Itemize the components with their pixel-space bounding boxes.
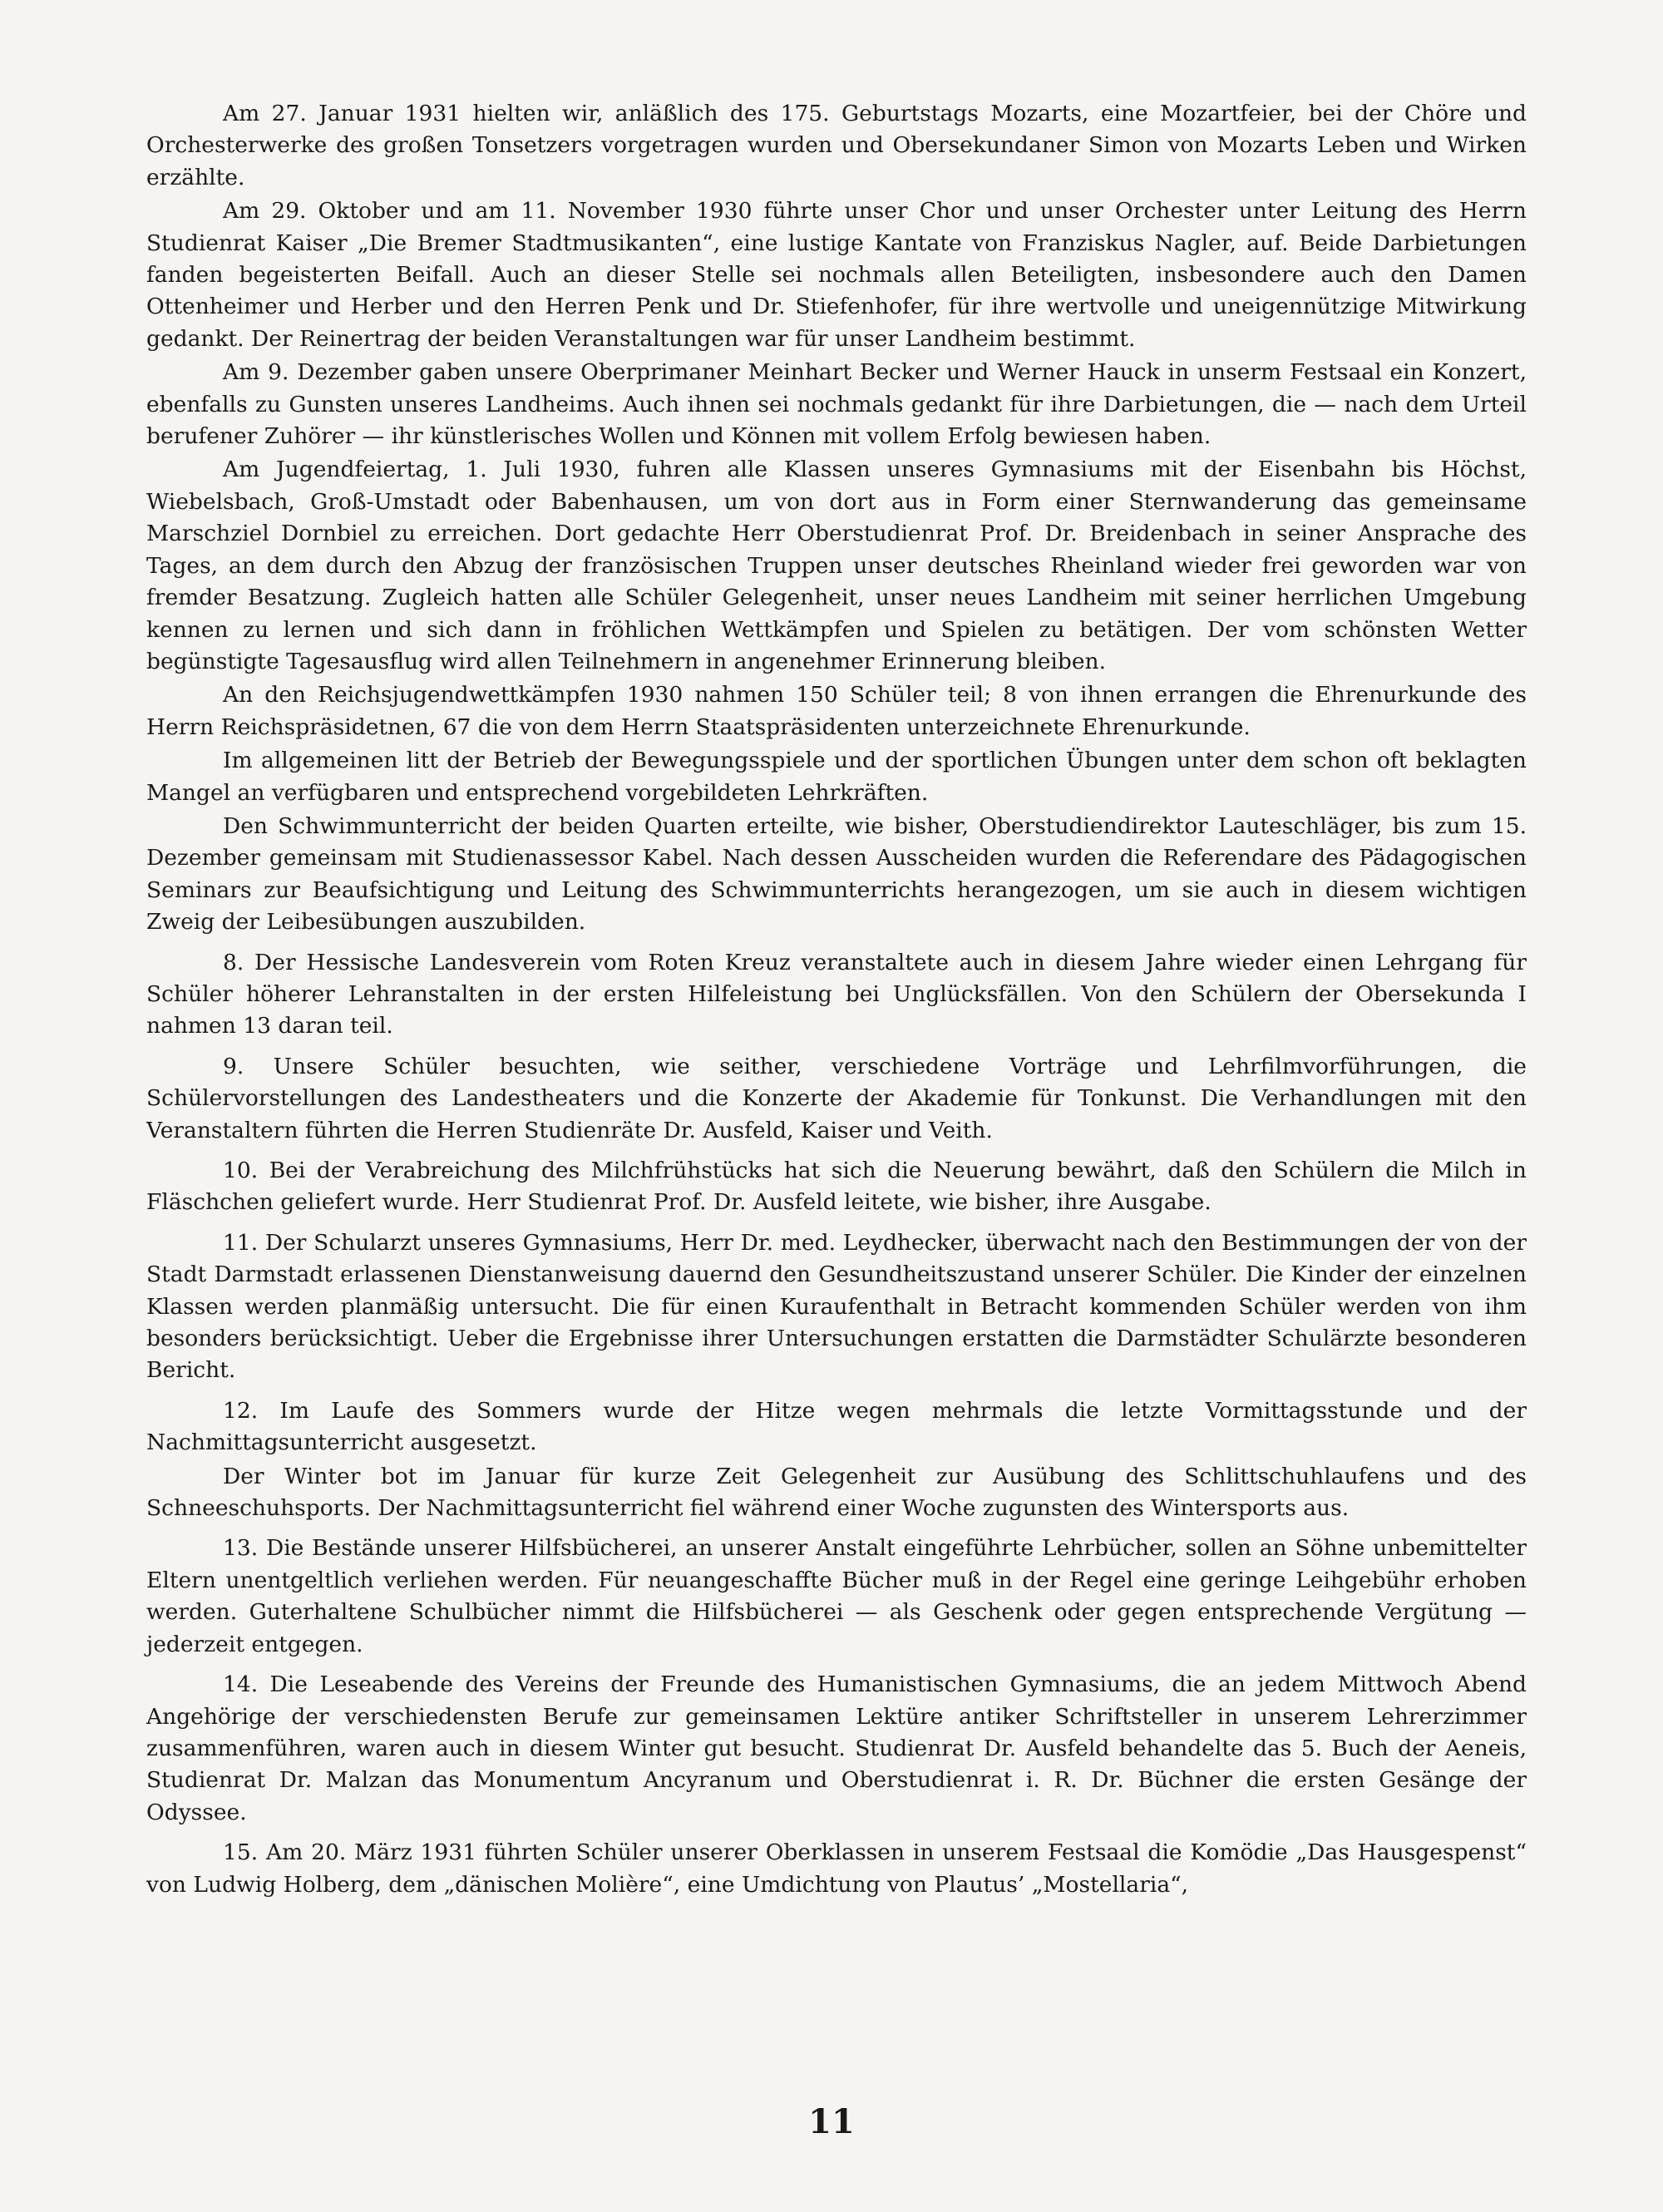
paragraph-13-hilfsbuecherei: 13. Die Bestände unserer Hilfsbücherei, an unserer Anstalt eingeführte Lehrbücher, sollen an Söhne unbemittelter Eltern unentgeltlich verliehen werden. Für neuangeschaffte Bücher muß in der Regel eine geringe Leihgebühr erhoben werden. Guterhaltene Schulbücher nimmt die Hilfsbücherei — als Geschenk oder gegen entsprechende Vergütung — jederzeit entgegen. — [146, 1535, 1527, 1657]
paragraph-12-hitze: 12. Im Laufe des Sommers wurde der Hitze wegen mehrmals die letzte Vormittagsstunde und der Nachmittagsunterricht ausgesetzt. — [146, 1397, 1527, 1456]
paragraph-winter: Der Winter bot im Januar für kurze Zeit Gelegenheit zur Ausübung des Schlittschuhlaufens und des Schneeschuhsports. Der Nachmittagsunterricht fiel während einer Woche zugunsten des Wintersports aus. — [146, 1463, 1527, 1522]
paragraph-9-vortraege: 9. Unsere Schüler besuchten, wie seither, verschiedene Vorträge und Lehrfilmvorführungen, die Schülervorstellungen des Landestheaters und die Konzerte der Akademie für Tonkunst. Die Verhandlungen mit den Veranstaltern führten die Herren Studienräte Dr. Ausfeld, Kaiser und Veith. — [146, 1053, 1527, 1143]
paragraph-jugendfeiertag: Am Jugendfeiertag, 1. Juli 1930, fuhren alle Klassen unseres Gymnasiums mit der Eisenbahn bis Höchst, Wiebelsbach, Groß-Umstadt oder Babenhausen, um von dort aus in Form einer Sternwanderung das gemeinsame Marschziel Dornbiel zu erreichen. Dort gedachte Herr Oberstudienrat Prof. Dr. Breidenbach in seiner Ansprache des Tages, an dem durch den Abzug der französischen Truppen unser deutsches Rheinland wieder frei geworden war von fremder Besatzung. Zugleich hatten alle Schüler Gelegenheit, unser neues Landheim mit seiner herrlichen Umgebung kennen zu lernen und sich dann in fröhlichen Wettkämpfen und Spielen zu betätigen. Der vom schönsten Wetter begünstigte Tagesausflug wird allen Teilnehmern in angenehmer Erinnerung bleiben. — [146, 457, 1527, 674]
paragraph-bewegungsspiele: Im allgemeinen litt der Betrieb der Bewegungsspiele und der sportlichen Übungen unter dem schon oft beklagten Mangel an verfügbaren und entsprechend vorgebildeten Lehrkräften. — [146, 748, 1527, 806]
page-number: 11 — [808, 2102, 855, 2141]
paragraph-mozartfeier: Am 27. Januar 1931 hielten wir, anläßlich des 175. Geburtstags Mozarts, eine Mozartfeier, bei der Chöre und Orchesterwerke des großen Tonsetzers vorgetragen wurden und Obersekundaner Simon von Mozarts Leben und Wirken erzählte. — [146, 101, 1527, 190]
paragraph-schwimmunterricht: Den Schwimmunterricht der beiden Quarten erteilte, wie bisher, Oberstudiendirektor Lauteschläger, bis zum 15. Dezember gemeinsam mit Studienassessor Kabel. Nach dessen Ausscheiden wurden die Referendare des Pädagogischen Seminars zur Beaufsichtigung und Leitung des Schwimmunterrichts herangezogen, um sie auch in diesem wichtigen Zweig der Leibesübungen auszubilden. — [146, 812, 1527, 936]
paragraph-15-hausgespenst: 15. Am 20. März 1931 führten Schüler unserer Oberklassen in unserem Festsaal die Komödie „Das Hausgespenst“ von Ludwig Holberg, dem „dänischen Molière“, eine Umdichtung von Plautus’ „Mostellaria“, — [146, 1839, 1527, 1898]
paragraph-10-milchfruehstueck: 10. Bei der Verabreichung des Milchfrühstücks hat sich die Neuerung bewährt, daß den Schülern die Milch in Fläschchen geliefert wurde. Herr Studienrat Prof. Dr. Ausfeld leitete, wie bisher, ihre Ausgabe. — [146, 1158, 1527, 1216]
paragraph-konzert: Am 9. Dezember gaben unsere Oberprimaner Meinhart Becker und Werner Hauck in unserm Festsaal ein Konzert, ebenfalls zu Gunsten unseres Landheims. Auch ihnen sei nochmals gedankt für ihre Darbietungen, die — nach dem Urteil berufener Zuhörer — ihr künstlerisches Wollen und Können mit vollem Erfolg bewiesen haben. — [146, 359, 1527, 450]
paragraph-14-leseabende: 14. Die Leseabende des Vereins der Freunde des Humanistischen Gymnasiums, die an jedem Mittwoch Abend Angehörige der verschiedensten Berufe zur gemeinsamen Lektüre antiker Schriftsteller in unserem Lehrerzimmer zusammenführen, waren auch in diesem Winter gut besucht. Studienrat Dr. Ausfeld behandelte das 5. Buch der Aeneis, Studienrat Dr. Malzan das Monumentum Ancyranum und Oberstudienrat i. R. Dr. Büchner die ersten Gesänge der Odyssee. — [146, 1671, 1527, 1825]
body-text — [146, 98, 1527, 1903]
paragraph-stadtmusikanten: Am 29. Oktober und am 11. November 1930 führte unser Chor und unser Orchester unter Leitung des Herrn Studienrat Kaiser „Die Bremer Stadtmusikanten“, eine lustige Kantate von Franziskus Nagler, auf. Beide Darbietungen fanden begeisterten Beifall. Auch an dieser Stelle sei nochmals allen Beteiligten, insbesondere auch den Damen Ottenheimer und Herber und den Herren Penk und Dr. Stiefenhofer, für ihre wertvolle und uneigennützige Mitwirkung gedankt. Der Reinertrag der beiden Veranstaltungen war für unser Landheim bestimmt. — [146, 198, 1527, 352]
paragraph-reichsjugendwettkaempfe: An den Reichsjugendwettkämpfen 1930 nahmen 150 Schüler teil; 8 von ihnen errangen die Ehrenurkunde des Herrn Reichspräsidetnen, 67 die von dem Herrn Staatspräsidenten unterzeichnete Ehrenurkunde. — [146, 682, 1527, 740]
paragraph-11-schularzt: 11. Der Schularzt unseres Gymnasiums, Herr Dr. med. Leydhecker, überwacht nach den Bestimmungen der von der Stadt Darmstadt erlassenen Dienstanweisung dauernd den Gesundheitszustand unserer Schüler. Die Kinder der einzelnen Klassen werden planmäßig untersucht. Die für einen Kuraufenthalt in Betracht kommenden Schüler werden von ihm besonders berücksichtigt. Ueber die Ergebnisse ihrer Untersuchungen erstatten die Darmstädter Schulärzte besonderen Bericht. — [146, 1229, 1527, 1384]
paragraph-8-rotes-kreuz: 8. Der Hessische Landesverein vom Roten Kreuz veranstaltete auch in diesem Jahre wieder einen Lehrgang für Schüler höherer Lehranstalten in der ersten Hilfeleistung bei Unglücksfällen. Von den Schülern der Obersekunda I nahmen 13 daran teil. — [146, 949, 1527, 1039]
